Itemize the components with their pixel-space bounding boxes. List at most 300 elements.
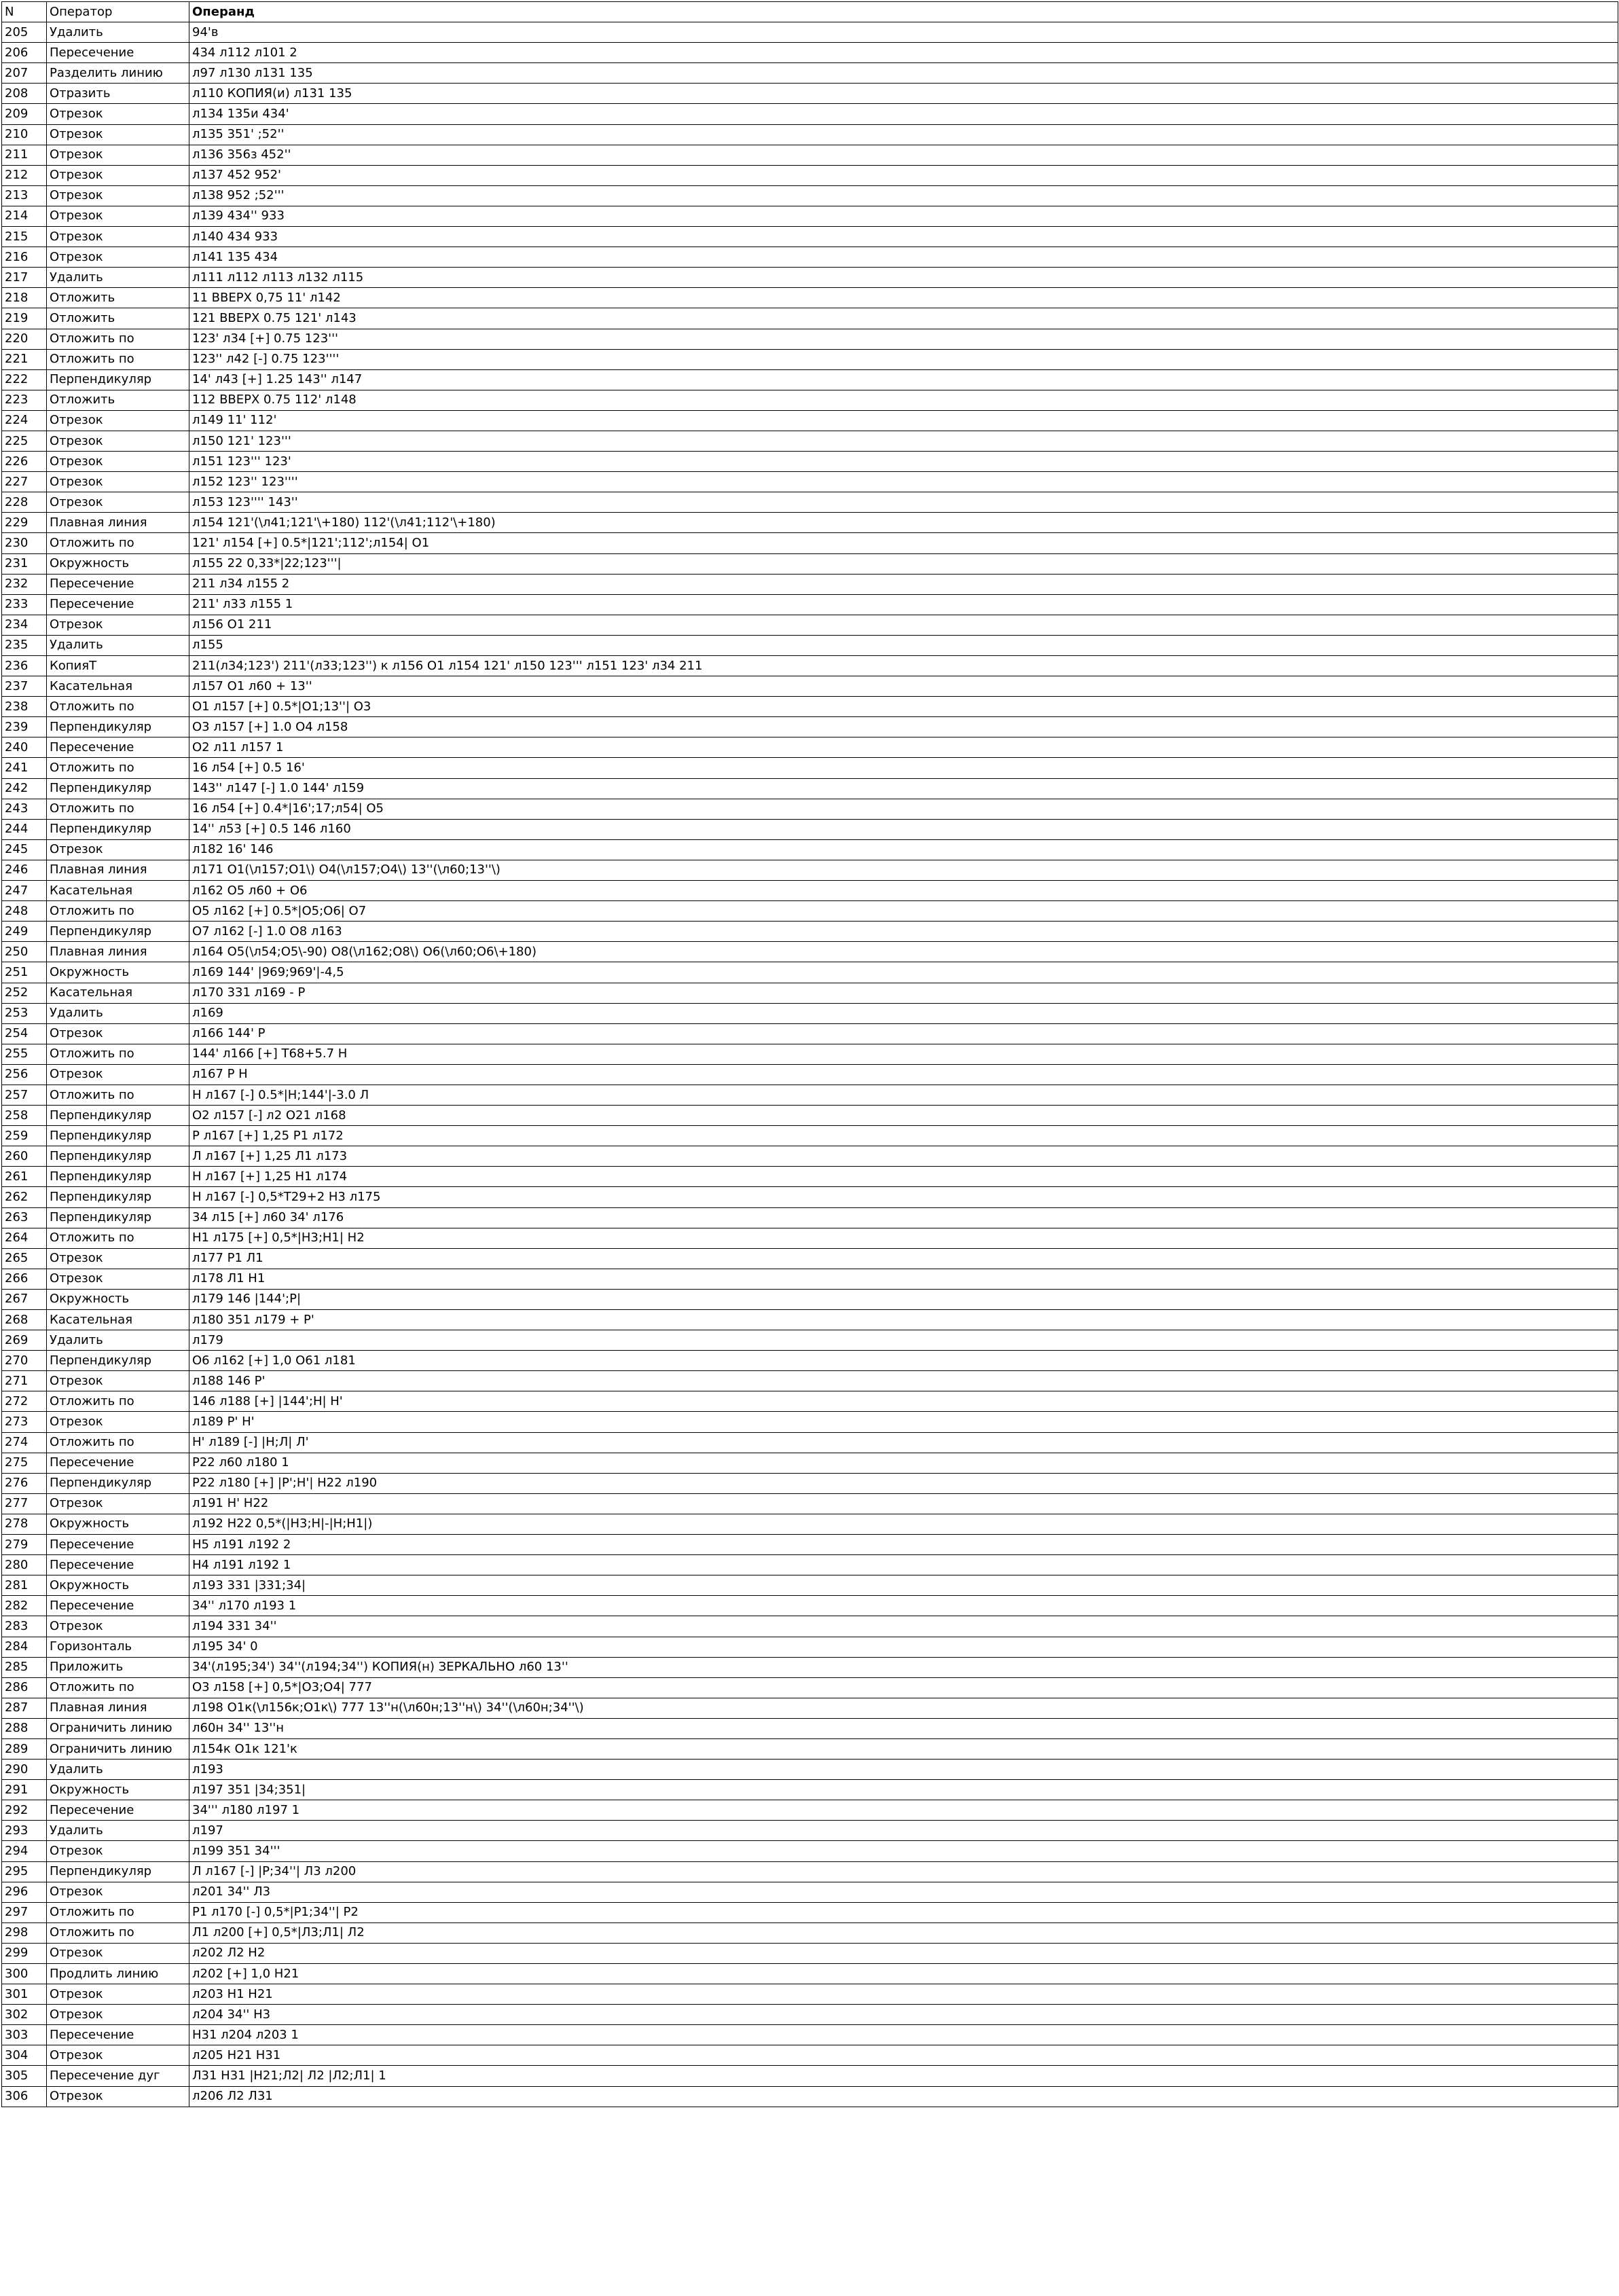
cell-number[interactable]: 272 — [2, 1391, 47, 1412]
cell-operator[interactable]: Отрезок — [47, 1493, 189, 1514]
cell-operand[interactable]: Л л167 [+] 1,25 Л1 л173 — [189, 1146, 1618, 1167]
cell-operator[interactable]: Перпендикуляр — [47, 1167, 189, 1187]
cell-number[interactable]: 252 — [2, 983, 47, 1003]
cell-operand[interactable]: л193 331 |331;34| — [189, 1575, 1618, 1596]
cell-number[interactable]: 241 — [2, 758, 47, 778]
cell-operand[interactable]: л135 351' ;52'' — [189, 124, 1618, 145]
cell-number[interactable]: 286 — [2, 1677, 47, 1698]
cell-operand[interactable]: л205 Н21 Н31 — [189, 2045, 1618, 2066]
cell-number[interactable]: 263 — [2, 1207, 47, 1228]
cell-number[interactable]: 256 — [2, 1064, 47, 1085]
cell-operand[interactable]: 434 л112 л101 2 — [189, 43, 1618, 63]
cell-number[interactable]: 261 — [2, 1167, 47, 1187]
cell-operator[interactable]: Отложить — [47, 288, 189, 308]
cell-operand[interactable]: л60н 34'' 13''н — [189, 1718, 1618, 1738]
cell-number[interactable]: 243 — [2, 799, 47, 819]
cell-operand[interactable]: О7 л162 [-] 1.0 О8 л163 — [189, 922, 1618, 942]
cell-operator[interactable]: Отрезок — [47, 227, 189, 247]
cell-operand[interactable]: л193 — [189, 1760, 1618, 1780]
cell-operand[interactable]: л149 11' 112' — [189, 410, 1618, 431]
cell-number[interactable]: 302 — [2, 2005, 47, 2025]
cell-operand[interactable]: О2 л11 л157 1 — [189, 737, 1618, 758]
cell-operator[interactable]: Отрезок — [47, 145, 189, 165]
cell-operator[interactable]: Отложить по — [47, 1677, 189, 1698]
cell-operator[interactable]: Отрезок — [47, 1269, 189, 1289]
cell-operand[interactable]: Н' л189 [-] |Н;Л| Л' — [189, 1432, 1618, 1453]
cell-operand[interactable]: л110 КОПИЯ(и) л131 135 — [189, 84, 1618, 104]
cell-operand[interactable]: л206 Л2 Л31 — [189, 2086, 1618, 2107]
cell-operand[interactable]: 211(л34;123') 211'(л33;123'') к л156 О1 л154 121' л150 123''' л151 123' л34 211 — [189, 656, 1618, 676]
cell-operator[interactable]: Отложить по — [47, 697, 189, 717]
cell-number[interactable]: 205 — [2, 22, 47, 43]
cell-operator[interactable]: Отложить по — [47, 1391, 189, 1412]
cell-operator[interactable]: Ограничить линию — [47, 1718, 189, 1738]
cell-operator[interactable]: Пересечение — [47, 1596, 189, 1616]
cell-operator[interactable]: Отрезок — [47, 1882, 189, 1902]
cell-number[interactable]: 257 — [2, 1085, 47, 1105]
cell-number[interactable]: 304 — [2, 2045, 47, 2066]
cell-operator[interactable]: Отрезок — [47, 472, 189, 492]
cell-operand[interactable]: л199 351 34''' — [189, 1841, 1618, 1861]
cell-number[interactable]: 231 — [2, 553, 47, 574]
cell-number[interactable]: 232 — [2, 574, 47, 594]
cell-operand[interactable]: л169 144' |969;969'|-4,5 — [189, 962, 1618, 983]
cell-number[interactable]: 276 — [2, 1473, 47, 1493]
cell-number[interactable]: 274 — [2, 1432, 47, 1453]
cell-number[interactable]: 215 — [2, 227, 47, 247]
cell-number[interactable]: 290 — [2, 1760, 47, 1780]
cell-number[interactable]: 247 — [2, 881, 47, 901]
cell-number[interactable]: 209 — [2, 104, 47, 124]
cell-operand[interactable]: 211' л33 л155 1 — [189, 594, 1618, 615]
cell-operand[interactable]: л154 121'(\л41;121'\+180) 112'(\л41;112'\+180) — [189, 513, 1618, 533]
cell-operand[interactable]: 121' л154 [+] 0.5*|121';112';л154| О1 — [189, 533, 1618, 553]
cell-operator[interactable]: Пересечение — [47, 737, 189, 758]
cell-operator[interactable]: Отрезок — [47, 410, 189, 431]
cell-operand[interactable]: Р22 л180 [+] |Р';Н'| Н22 л190 — [189, 1473, 1618, 1493]
cell-number[interactable]: 269 — [2, 1330, 47, 1351]
cell-operator[interactable]: Отрезок — [47, 1841, 189, 1861]
cell-number[interactable]: 246 — [2, 860, 47, 880]
cell-number[interactable]: 240 — [2, 737, 47, 758]
cell-operand[interactable]: Р1 л170 [-] 0,5*|Р1;34''| Р2 — [189, 1902, 1618, 1923]
cell-number[interactable]: 226 — [2, 452, 47, 472]
cell-operand[interactable]: О3 л158 [+] 0,5*|О3;О4| 777 — [189, 1677, 1618, 1698]
cell-number[interactable]: 225 — [2, 431, 47, 451]
cell-operand[interactable]: л178 Л1 Н1 — [189, 1269, 1618, 1289]
cell-operand[interactable]: л140 434 933 — [189, 227, 1618, 247]
cell-number[interactable]: 270 — [2, 1351, 47, 1371]
cell-operand[interactable]: л201 34'' Л3 — [189, 1882, 1618, 1902]
cell-number[interactable]: 294 — [2, 1841, 47, 1861]
cell-number[interactable]: 287 — [2, 1698, 47, 1718]
cell-operator[interactable]: Окружность — [47, 1780, 189, 1800]
cell-operator[interactable]: Отложить по — [47, 1923, 189, 1943]
cell-number[interactable]: 253 — [2, 1003, 47, 1023]
cell-operator[interactable]: Отложить по — [47, 349, 189, 369]
cell-operator[interactable]: Отрезок — [47, 1064, 189, 1085]
cell-operator[interactable]: Отрезок — [47, 615, 189, 635]
cell-number[interactable]: 292 — [2, 1800, 47, 1821]
cell-operand[interactable]: О5 л162 [+] 0.5*|О5;О6| О7 — [189, 901, 1618, 922]
cell-operator[interactable]: Перпендикуляр — [47, 1473, 189, 1493]
cell-operand[interactable]: л151 123''' 123' — [189, 452, 1618, 472]
cell-operand[interactable]: л157 О1 л60 + 13'' — [189, 676, 1618, 697]
cell-operand[interactable]: л167 Р Н — [189, 1064, 1618, 1085]
cell-operand[interactable]: 143'' л147 [-] 1.0 144' л159 — [189, 778, 1618, 799]
cell-operator[interactable]: Отложить — [47, 390, 189, 410]
cell-operator[interactable]: Перпендикуляр — [47, 1351, 189, 1371]
cell-operand[interactable]: л111 л112 л113 л132 л115 — [189, 268, 1618, 288]
cell-operator[interactable]: Перпендикуляр — [47, 819, 189, 839]
cell-number[interactable]: 289 — [2, 1738, 47, 1759]
cell-operand[interactable]: 14' л43 [+] 1.25 143'' л147 — [189, 369, 1618, 390]
cell-operand[interactable]: л138 952 ;52''' — [189, 185, 1618, 206]
cell-number[interactable]: 278 — [2, 1514, 47, 1534]
cell-number[interactable]: 291 — [2, 1780, 47, 1800]
cell-operand[interactable]: л192 Н22 0,5*(|Н3;Н|-|Н;Н1|) — [189, 1514, 1618, 1534]
cell-number[interactable]: 223 — [2, 390, 47, 410]
cell-operator[interactable]: Касательная — [47, 676, 189, 697]
cell-operator[interactable]: Отложить по — [47, 1085, 189, 1105]
cell-number[interactable]: 206 — [2, 43, 47, 63]
cell-number[interactable]: 280 — [2, 1555, 47, 1575]
cell-operator[interactable]: Отрезок — [47, 1023, 189, 1044]
cell-operand[interactable]: л150 121' 123''' — [189, 431, 1618, 451]
cell-operand[interactable]: л166 144' Р — [189, 1023, 1618, 1044]
cell-operand[interactable]: л179 146 |144';Р| — [189, 1289, 1618, 1309]
cell-number[interactable]: 245 — [2, 839, 47, 860]
cell-operator[interactable]: Отрезок — [47, 185, 189, 206]
cell-operator[interactable]: Отрезок — [47, 839, 189, 860]
cell-operator[interactable]: Перпендикуляр — [47, 778, 189, 799]
cell-operator[interactable]: Касательная — [47, 1310, 189, 1330]
cell-operator[interactable]: Окружность — [47, 962, 189, 983]
cell-operator[interactable]: Отложить по — [47, 329, 189, 349]
cell-operand[interactable]: 11 ВВЕРХ 0,75 11' л142 — [189, 288, 1618, 308]
cell-operator[interactable]: Приложить — [47, 1657, 189, 1677]
cell-operator[interactable]: Отложить по — [47, 901, 189, 922]
cell-operand[interactable]: 34'(л195;34') 34''(л194;34'') КОПИЯ(н) ЗЕРКАЛЬНО л60 13'' — [189, 1657, 1618, 1677]
cell-operator[interactable]: Отложить по — [47, 1228, 189, 1248]
cell-number[interactable]: 262 — [2, 1187, 47, 1207]
cell-operand[interactable]: Р22 л60 л180 1 — [189, 1453, 1618, 1473]
cell-operand[interactable]: л195 34' 0 — [189, 1637, 1618, 1657]
cell-operand[interactable]: л136 356з 452'' — [189, 145, 1618, 165]
cell-operator[interactable]: Удалить — [47, 1330, 189, 1351]
cell-number[interactable]: 265 — [2, 1248, 47, 1269]
cell-operator[interactable]: Отрезок — [47, 124, 189, 145]
cell-number[interactable]: 301 — [2, 1984, 47, 2005]
cell-number[interactable]: 214 — [2, 206, 47, 226]
cell-operator[interactable]: Пересечение дуг — [47, 2066, 189, 2086]
cell-operator[interactable]: Пересечение — [47, 43, 189, 63]
cell-operand[interactable]: л152 123'' 123'''' — [189, 472, 1618, 492]
cell-operator[interactable]: Отложить по — [47, 1432, 189, 1453]
cell-number[interactable]: 217 — [2, 268, 47, 288]
cell-operand[interactable]: 34'' л170 л193 1 — [189, 1596, 1618, 1616]
cell-operator[interactable]: Перпендикуляр — [47, 1106, 189, 1126]
cell-operand[interactable]: 123' л34 [+] 0.75 123''' — [189, 329, 1618, 349]
cell-number[interactable]: 297 — [2, 1902, 47, 1923]
cell-operand[interactable]: л141 135 434 — [189, 247, 1618, 268]
cell-operand[interactable]: Л1 л200 [+] 0,5*|Л3;Л1| Л2 — [189, 1923, 1618, 1943]
cell-number[interactable]: 219 — [2, 308, 47, 329]
cell-number[interactable]: 218 — [2, 288, 47, 308]
cell-operand[interactable]: л169 — [189, 1003, 1618, 1023]
cell-operand[interactable]: 144' л166 [+] Т68+5.7 Н — [189, 1044, 1618, 1064]
cell-operator[interactable]: Отрезок — [47, 2086, 189, 2107]
cell-number[interactable]: 296 — [2, 1882, 47, 1902]
cell-operator[interactable]: Перпендикуляр — [47, 717, 189, 737]
cell-operand[interactable]: л153 123'''' 143'' — [189, 492, 1618, 513]
cell-operator[interactable]: Горизонталь — [47, 1637, 189, 1657]
cell-operand[interactable]: л203 Н1 Н21 — [189, 1984, 1618, 2005]
cell-operand[interactable]: Л31 Н31 |Н21;Л2| Л2 |Л2;Л1| 1 — [189, 2066, 1618, 2086]
cell-number[interactable]: 216 — [2, 247, 47, 268]
cell-operator[interactable]: Удалить — [47, 1003, 189, 1023]
cell-operator[interactable]: Отрезок — [47, 2045, 189, 2066]
cell-number[interactable]: 236 — [2, 656, 47, 676]
cell-number[interactable]: 285 — [2, 1657, 47, 1677]
cell-number[interactable]: 266 — [2, 1269, 47, 1289]
cell-number[interactable]: 271 — [2, 1371, 47, 1391]
cell-operand[interactable]: 16 л54 [+] 0.4*|16';17;л54| О5 — [189, 799, 1618, 819]
cell-number[interactable]: 230 — [2, 533, 47, 553]
cell-operand[interactable]: л155 — [189, 635, 1618, 655]
cell-number[interactable]: 267 — [2, 1289, 47, 1309]
cell-operator[interactable]: Удалить — [47, 268, 189, 288]
cell-operand[interactable]: л156 О1 211 — [189, 615, 1618, 635]
cell-number[interactable]: 220 — [2, 329, 47, 349]
cell-operator[interactable]: Пересечение — [47, 1535, 189, 1555]
cell-operator[interactable]: Перпендикуляр — [47, 922, 189, 942]
cell-number[interactable]: 264 — [2, 1228, 47, 1248]
cell-operand[interactable]: л191 Н' Н22 — [189, 1493, 1618, 1514]
cell-operator[interactable]: Плавная линия — [47, 860, 189, 880]
cell-number[interactable]: 222 — [2, 369, 47, 390]
cell-operator[interactable]: Перпендикуляр — [47, 1207, 189, 1228]
cell-operand[interactable]: Н31 л204 л203 1 — [189, 2025, 1618, 2045]
cell-number[interactable]: 239 — [2, 717, 47, 737]
cell-operand[interactable]: 94'в — [189, 22, 1618, 43]
cell-number[interactable]: 229 — [2, 513, 47, 533]
cell-operand[interactable]: л202 [+] 1,0 Н21 — [189, 1964, 1618, 1984]
cell-number[interactable]: 242 — [2, 778, 47, 799]
cell-number[interactable]: 224 — [2, 410, 47, 431]
cell-number[interactable]: 207 — [2, 63, 47, 84]
cell-operator[interactable]: Отрезок — [47, 1616, 189, 1637]
cell-operator[interactable]: Пересечение — [47, 1555, 189, 1575]
cell-operator[interactable]: Пересечение — [47, 574, 189, 594]
cell-operator[interactable]: Перпендикуляр — [47, 1126, 189, 1146]
cell-number[interactable]: 279 — [2, 1535, 47, 1555]
cell-operand[interactable]: л197 351 |34;351| — [189, 1780, 1618, 1800]
cell-operator[interactable]: Разделить линию — [47, 63, 189, 84]
header-operator[interactable]: Оператор — [47, 2, 189, 22]
cell-operand[interactable]: л202 Л2 Н2 — [189, 1943, 1618, 1963]
cell-number[interactable]: 244 — [2, 819, 47, 839]
cell-number[interactable]: 288 — [2, 1718, 47, 1738]
cell-number[interactable]: 295 — [2, 1861, 47, 1882]
cell-operand[interactable]: Л л167 [-] |Р;34''| Л3 л200 — [189, 1861, 1618, 1882]
cell-operand[interactable]: 112 ВВЕРХ 0.75 112' л148 — [189, 390, 1618, 410]
cell-number[interactable]: 211 — [2, 145, 47, 165]
cell-operator[interactable]: Отрезок — [47, 1984, 189, 2005]
cell-operator[interactable]: Удалить — [47, 635, 189, 655]
cell-operator[interactable]: Отрезок — [47, 452, 189, 472]
cell-operator[interactable]: Отрезок — [47, 2005, 189, 2025]
cell-operator[interactable]: Касательная — [47, 881, 189, 901]
cell-number[interactable]: 208 — [2, 84, 47, 104]
cell-operand[interactable]: л170 331 л169 - Р — [189, 983, 1618, 1003]
cell-operator[interactable]: Отрезок — [47, 1248, 189, 1269]
cell-operand[interactable]: л164 О5(\л54;О5\-90) О8(\л162;О8\) О6(\л60;О6\+180) — [189, 942, 1618, 962]
cell-operand[interactable]: Н5 л191 л192 2 — [189, 1535, 1618, 1555]
cell-operator[interactable]: Отрезок — [47, 104, 189, 124]
cell-operator[interactable]: Плавная линия — [47, 513, 189, 533]
cell-operator[interactable]: Перпендикуляр — [47, 1187, 189, 1207]
cell-operand[interactable]: л197 — [189, 1821, 1618, 1841]
cell-operator[interactable]: Отложить по — [47, 758, 189, 778]
cell-number[interactable]: 293 — [2, 1821, 47, 1841]
cell-number[interactable]: 300 — [2, 1964, 47, 1984]
cell-operator[interactable]: Отрезок — [47, 431, 189, 451]
cell-number[interactable]: 221 — [2, 349, 47, 369]
cell-operand[interactable]: л177 Р1 Л1 — [189, 1248, 1618, 1269]
cell-operator[interactable]: Отрезок — [47, 206, 189, 226]
cell-operand[interactable]: 146 л188 [+] |144';Н| Н' — [189, 1391, 1618, 1412]
cell-operand[interactable]: л179 — [189, 1330, 1618, 1351]
cell-operand[interactable]: л189 Р' Н' — [189, 1412, 1618, 1432]
cell-operand[interactable]: 123'' л42 [-] 0.75 123'''' — [189, 349, 1618, 369]
cell-operand[interactable]: л204 34'' Н3 — [189, 2005, 1618, 2025]
cell-operator[interactable]: Плавная линия — [47, 942, 189, 962]
cell-number[interactable]: 227 — [2, 472, 47, 492]
cell-operator[interactable]: КопияТ — [47, 656, 189, 676]
cell-operator[interactable]: Отразить — [47, 84, 189, 104]
cell-number[interactable]: 254 — [2, 1023, 47, 1044]
cell-operand[interactable]: л188 146 Р' — [189, 1371, 1618, 1391]
cell-operand[interactable]: л171 О1(\л157;О1\) О4(\л157;О4\) 13''(\л60;13''\) — [189, 860, 1618, 880]
cell-number[interactable]: 275 — [2, 1453, 47, 1473]
cell-operand[interactable]: Н4 л191 л192 1 — [189, 1555, 1618, 1575]
cell-operand[interactable]: О3 л157 [+] 1.0 О4 л158 — [189, 717, 1618, 737]
cell-number[interactable]: 284 — [2, 1637, 47, 1657]
cell-number[interactable]: 273 — [2, 1412, 47, 1432]
cell-operator[interactable]: Отложить по — [47, 533, 189, 553]
cell-operator[interactable]: Пересечение — [47, 1800, 189, 1821]
cell-number[interactable]: 305 — [2, 2066, 47, 2086]
cell-number[interactable]: 303 — [2, 2025, 47, 2045]
cell-operand[interactable]: Н л167 [-] 0,5*Т29+2 Н3 л175 — [189, 1187, 1618, 1207]
cell-operator[interactable]: Касательная — [47, 983, 189, 1003]
cell-operator[interactable]: Перпендикуляр — [47, 369, 189, 390]
cell-number[interactable]: 210 — [2, 124, 47, 145]
cell-operand[interactable]: О2 л157 [-] л2 О21 л168 — [189, 1106, 1618, 1126]
cell-operand[interactable]: 211 л34 л155 2 — [189, 574, 1618, 594]
cell-operator[interactable]: Удалить — [47, 22, 189, 43]
cell-operand[interactable]: 16 л54 [+] 0.5 16' — [189, 758, 1618, 778]
cell-operand[interactable]: Н1 л175 [+] 0,5*|Н3;Н1| Н2 — [189, 1228, 1618, 1248]
cell-operand[interactable]: л137 452 952' — [189, 165, 1618, 185]
cell-operand[interactable]: Н л167 [-] 0.5*|Н;144'|-3.0 Л — [189, 1085, 1618, 1105]
cell-number[interactable]: 233 — [2, 594, 47, 615]
cell-operand[interactable]: О1 л157 [+] 0.5*|О1;13''| О3 — [189, 697, 1618, 717]
cell-number[interactable]: 212 — [2, 165, 47, 185]
cell-operator[interactable]: Пересечение — [47, 594, 189, 615]
cell-operator[interactable]: Окружность — [47, 1289, 189, 1309]
cell-operator[interactable]: Ограничить линию — [47, 1738, 189, 1759]
cell-number[interactable]: 281 — [2, 1575, 47, 1596]
cell-number[interactable]: 258 — [2, 1106, 47, 1126]
cell-operand[interactable]: л180 351 л179 + Р' — [189, 1310, 1618, 1330]
header-operand[interactable]: Операнд — [189, 2, 1618, 22]
cell-operator[interactable]: Отрезок — [47, 1412, 189, 1432]
cell-number[interactable]: 299 — [2, 1943, 47, 1963]
cell-number[interactable]: 213 — [2, 185, 47, 206]
cell-number[interactable]: 260 — [2, 1146, 47, 1167]
cell-operand[interactable]: л194 331 34'' — [189, 1616, 1618, 1637]
cell-operator[interactable]: Отложить — [47, 308, 189, 329]
cell-number[interactable]: 234 — [2, 615, 47, 635]
header-number[interactable]: N — [2, 2, 47, 22]
cell-number[interactable]: 248 — [2, 901, 47, 922]
cell-operand[interactable]: Р л167 [+] 1,25 Р1 л172 — [189, 1126, 1618, 1146]
cell-operand[interactable]: л198 О1к(\л156к;О1к\) 777 13''н(\л60н;13''н\) 34''(\л60н;34''\) — [189, 1698, 1618, 1718]
cell-operand[interactable]: л162 О5 л60 + О6 — [189, 881, 1618, 901]
cell-number[interactable]: 235 — [2, 635, 47, 655]
cell-number[interactable]: 251 — [2, 962, 47, 983]
cell-operator[interactable]: Окружность — [47, 1575, 189, 1596]
cell-operator[interactable]: Пересечение — [47, 2025, 189, 2045]
cell-number[interactable]: 259 — [2, 1126, 47, 1146]
cell-operand[interactable]: л134 135и 434' — [189, 104, 1618, 124]
cell-number[interactable]: 277 — [2, 1493, 47, 1514]
cell-operator[interactable]: Отложить по — [47, 1902, 189, 1923]
cell-operand[interactable]: л154к О1к 121'к — [189, 1738, 1618, 1759]
cell-operand[interactable]: л139 434'' 933 — [189, 206, 1618, 226]
cell-operator[interactable]: Отрезок — [47, 1371, 189, 1391]
cell-number[interactable]: 283 — [2, 1616, 47, 1637]
cell-operator[interactable]: Отрезок — [47, 492, 189, 513]
cell-operand[interactable]: л182 16' 146 — [189, 839, 1618, 860]
cell-operand[interactable]: Н л167 [+] 1,25 Н1 л174 — [189, 1167, 1618, 1187]
cell-number[interactable]: 238 — [2, 697, 47, 717]
cell-operator[interactable]: Отложить по — [47, 799, 189, 819]
cell-operator[interactable]: Окружность — [47, 553, 189, 574]
cell-number[interactable]: 249 — [2, 922, 47, 942]
cell-operator[interactable]: Перпендикуляр — [47, 1861, 189, 1882]
cell-operand[interactable]: 34 л15 [+] л60 34' л176 — [189, 1207, 1618, 1228]
cell-operator[interactable]: Отрезок — [47, 165, 189, 185]
cell-number[interactable]: 228 — [2, 492, 47, 513]
cell-operator[interactable]: Удалить — [47, 1760, 189, 1780]
cell-number[interactable]: 268 — [2, 1310, 47, 1330]
cell-operand[interactable]: О6 л162 [+] 1,0 О61 л181 — [189, 1351, 1618, 1371]
cell-operator[interactable]: Окружность — [47, 1514, 189, 1534]
cell-operand[interactable]: 34''' л180 л197 1 — [189, 1800, 1618, 1821]
cell-operator[interactable]: Перпендикуляр — [47, 1146, 189, 1167]
cell-operator[interactable]: Отрезок — [47, 1943, 189, 1963]
cell-operator[interactable]: Отложить по — [47, 1044, 189, 1064]
cell-operator[interactable]: Продлить линию — [47, 1964, 189, 1984]
cell-number[interactable]: 298 — [2, 1923, 47, 1943]
cell-operand[interactable]: л155 22 0,33*|22;123'''| — [189, 553, 1618, 574]
cell-number[interactable]: 237 — [2, 676, 47, 697]
cell-operand[interactable]: л97 л130 л131 135 — [189, 63, 1618, 84]
cell-operator[interactable]: Отрезок — [47, 247, 189, 268]
